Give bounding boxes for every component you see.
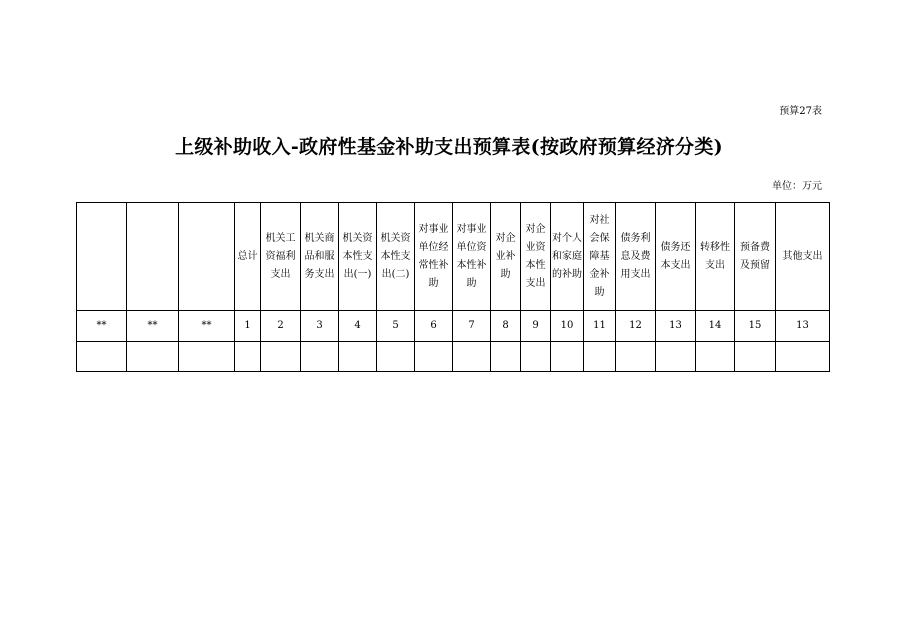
table-cell: 5	[377, 311, 415, 342]
column-header: 对事业单位经常性补助	[415, 203, 453, 311]
column-header: 对企业资本性支出	[521, 203, 551, 311]
table-cell: 14	[696, 311, 735, 342]
table-cell: 13	[776, 311, 830, 342]
column-header: 机关资本性支出(二)	[377, 203, 415, 311]
table-cell	[656, 342, 696, 372]
table-cell: 10	[551, 311, 584, 342]
table-row-numbering	[77, 311, 830, 342]
column-header: 对社会保障基金补助	[584, 203, 616, 311]
table-cell	[77, 342, 127, 372]
column-header: 债务利息及费用支出	[616, 203, 656, 311]
table-cell	[551, 342, 584, 372]
table-cell: 15	[735, 311, 776, 342]
table-cell: 4	[339, 311, 377, 342]
column-header: 对事业单位资本性补助	[453, 203, 491, 311]
table-cell	[584, 342, 616, 372]
table-cell: 7	[453, 311, 491, 342]
table-cell	[235, 342, 261, 372]
column-header: 对企业补助	[491, 203, 521, 311]
column-header: 转移性支出	[696, 203, 735, 311]
table-cell: 2	[261, 311, 301, 342]
table-cell: 6	[415, 311, 453, 342]
table-cell: **	[127, 311, 179, 342]
table-cell	[521, 342, 551, 372]
table-cell: 11	[584, 311, 616, 342]
table-row-data	[77, 342, 830, 372]
table-cell	[339, 342, 377, 372]
table-cell	[415, 342, 453, 372]
column-header: 机关工资福利支出	[261, 203, 301, 311]
table-header-row	[77, 203, 830, 311]
column-header: 机关资本性支出(一)	[339, 203, 377, 311]
budget-table	[76, 202, 830, 372]
column-header	[77, 203, 127, 311]
table-cell: **	[179, 311, 235, 342]
column-header: 债务还本支出	[656, 203, 696, 311]
table-cell: 12	[616, 311, 656, 342]
table-cell: 9	[521, 311, 551, 342]
table-cell	[491, 342, 521, 372]
unit-label: 单位：万元	[772, 181, 822, 192]
table-cell	[776, 342, 830, 372]
page-title: 上级补助收入-政府性基金补助支出预算表(按政府预算经济分类)	[175, 136, 723, 158]
column-header	[127, 203, 179, 311]
table-cell	[453, 342, 491, 372]
table-cell: 8	[491, 311, 521, 342]
table-cell	[616, 342, 656, 372]
table-cell	[301, 342, 339, 372]
form-number: 预算27表	[779, 106, 822, 117]
table-cell	[696, 342, 735, 372]
column-header: 机关商品和服务支出	[301, 203, 339, 311]
column-header: 其他支出	[776, 203, 830, 311]
table-cell: **	[77, 311, 127, 342]
table-cell	[377, 342, 415, 372]
column-header: 对个人和家庭的补助	[551, 203, 584, 311]
table-cell: 1	[235, 311, 261, 342]
table-cell	[127, 342, 179, 372]
table-cell	[735, 342, 776, 372]
column-header	[179, 203, 235, 311]
table-cell: 3	[301, 311, 339, 342]
column-header: 预备费及预留	[735, 203, 776, 311]
table-cell	[261, 342, 301, 372]
table-cell: 13	[656, 311, 696, 342]
column-header: 总计	[235, 203, 261, 311]
table-cell	[179, 342, 235, 372]
